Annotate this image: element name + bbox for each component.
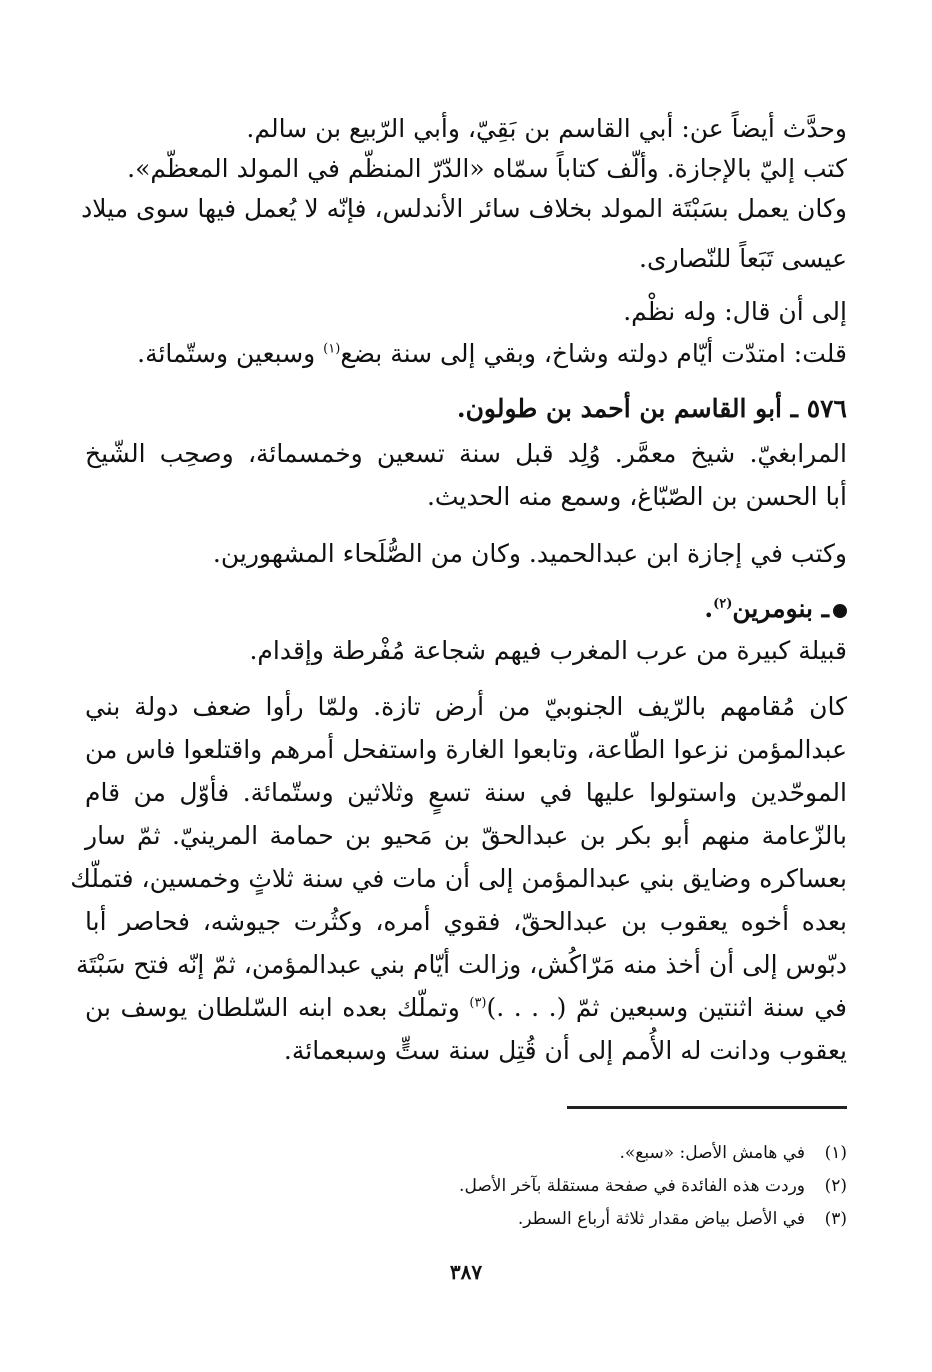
text-run: وسبعين وستّمائة.	[137, 339, 324, 368]
entry-heading: ٥٧٦ ـ أبو القاسم بن أحمد بن طولون.	[456, 394, 847, 423]
footnote-text: في الأصل بياض مقدار ثلاثة أرباع السطر.	[517, 1209, 805, 1229]
text-run: في سنة اثنتين وسبعين ثمّ (. . . .)	[486, 993, 847, 1022]
text-line: بالزّعامة منهم أبو بكر بن عبدالحقّ بن مَحيو بن حمامة المرينيّ. ثمّ سار	[85, 821, 847, 850]
footnote-text: وردت هذه الفائدة في صفحة مستقلة بآخر الأصل.	[459, 1176, 805, 1196]
text-line: بعده أخوه يعقوب بن عبدالحقّ، فقوي أمره، وكثُرت جيوشه، فحاصر أبا	[85, 907, 847, 936]
text-line: وحدَّث أيضاً عن: أبي القاسم بن بَقِيّ، وأبي الرّبيع بن سالم.	[246, 114, 847, 143]
text-line: وكان يعمل بسَبْتَة المولد بخلاف سائر الأندلس، فإنّه لا يُعمل فيها سوى ميلاد	[81, 194, 847, 223]
text-run: قلت: امتدّت أيّام دولته وشاخ، وبقي إلى سنة بضع	[340, 339, 847, 368]
text-line	[85, 335, 847, 373]
text-line: عيسى تَبَعاً للنّصارى.	[639, 244, 847, 273]
text-line: يعقوب ودانت له الأُمم إلى أن قُتِل سنة ستٍّ وسبعمائة.	[283, 1036, 847, 1065]
footnote-text: في هامش الأصل: «سبع».	[619, 1143, 805, 1163]
text-line: المرابغيّ. شيخ معمَّر. وُلِد قبل سنة تسعين وخمسمائة، وصحِب الشّيخ	[85, 439, 847, 468]
text-line: وكتب في إجازة ابن عبدالحميد. وكان من الصُّلَحاء المشهورين.	[212, 539, 847, 568]
text-line: كان مُقامهم بالرّيف الجنوبيّ من أرض تازة. ولمّا رأوا ضعف دولة بني	[85, 692, 847, 721]
heading-text: ـ بنومرين	[732, 594, 829, 623]
footnote-ref: (٣)	[469, 995, 487, 1011]
text-run: وتملّك بعده ابنه السّلطان يوسف بن	[85, 993, 470, 1022]
text-line: بعساكره وضايق بني عبدالمؤمن إلى أن مات في سنة ثلاثٍ وخمسين، فتملّك	[70, 864, 847, 893]
footnote	[200, 1173, 847, 1199]
text-line: الموحّدين واستولوا عليها في سنة تسعٍ وثلاثين وستّمائة. فأوّل من قام	[85, 778, 847, 807]
footnote-divider	[567, 1106, 847, 1109]
text-line: كتب إليّ بالإجازة. وألّف كتاباً سمّاه «الدّرّ المنظّم في المولد المعظّم».	[127, 154, 847, 183]
footnote-ref: (١)	[323, 341, 341, 357]
footnote	[200, 1206, 847, 1232]
footnote-number: (٢)	[824, 1176, 847, 1196]
text-line: إلى أن قال: وله نظْم.	[623, 297, 847, 326]
text-line: عبدالمؤمن نزعوا الطّاعة، وتابعوا الغارة واستفحل أمرهم واقتلعوا فاس من	[85, 735, 847, 764]
text-line: قبيلة كبيرة من عرب المغرب فيهم شجاعة مُفْرطة وإقدام.	[249, 636, 847, 665]
text-line: أبا الحسن بن الصّبّاغ، وسمع منه الحديث.	[426, 482, 847, 511]
footnote	[200, 1140, 847, 1166]
footnote-ref: (٢)	[713, 596, 733, 612]
text-line	[85, 989, 847, 1027]
footnote-number: (١)	[824, 1143, 847, 1163]
footnote-number: (٣)	[824, 1209, 847, 1229]
text-run: .	[704, 594, 714, 623]
section-heading	[85, 590, 847, 628]
text-line: دبّوس إلى أن أخذ منه مَرّاكُش، وزالت أيّام بني عبدالمؤمن، ثمّ إنّه فتح سَبْتَة	[76, 950, 847, 979]
bullet-icon	[833, 604, 847, 618]
page-number: ٣٨٧	[449, 1260, 483, 1284]
